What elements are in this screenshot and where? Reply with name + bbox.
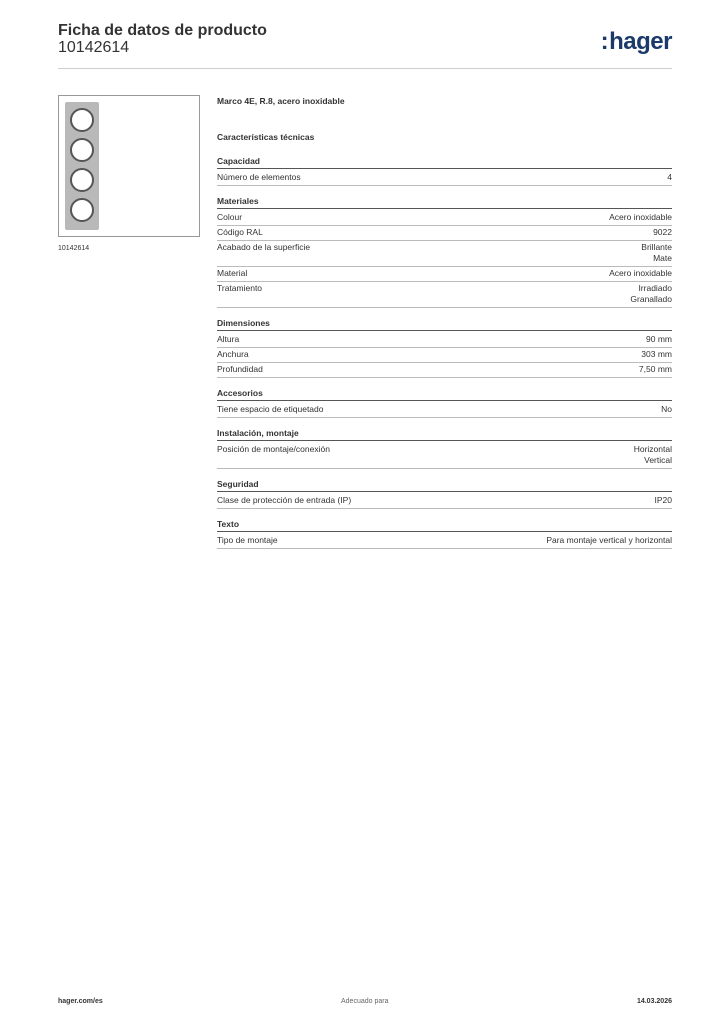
spec-row [217,241,672,267]
spec-row [217,443,672,469]
spec-value: 4 [667,172,672,182]
spec-value: 90 mm [646,334,672,344]
spec-section [217,156,672,186]
spec-section [217,388,672,418]
frame-opening-3 [70,168,94,192]
frame-opening-2 [70,138,94,162]
spec-value: Para montaje vertical y horizontal [546,535,672,545]
frame-opening-1 [70,108,94,132]
spec-value: Horizontal Vertical [633,444,672,465]
footer-date: 14.03.2026 [636,998,672,1005]
frame-opening-4 [70,198,94,222]
spec-row [217,171,672,186]
spec-label: Código RAL [217,227,263,237]
spec-value: 7,50 mm [638,364,672,374]
section-title: Texto [217,519,672,532]
spec-section [217,318,672,378]
spec-label: Profundidad [217,364,263,374]
spec-label: Clase de protección de entrada (IP) [217,495,352,505]
spec-section [217,479,672,509]
spec-label: Altura [217,334,240,344]
section-title: Materiales [217,196,672,209]
spec-label: Tipo de montaje [217,535,278,545]
section-title: Capacidad [217,156,672,169]
spec-row [217,403,672,418]
spec-label: Material [217,268,248,278]
product-name: Marco 4E, R.8, acero inoxidable [217,96,345,106]
frame-illustration [65,102,99,230]
spec-value: Brillante Mate [641,242,672,263]
hager-logo: :hager [600,28,672,55]
spec-row [217,333,672,348]
spec-value: 303 mm [641,349,672,359]
image-caption: 10142614 [58,245,90,252]
logo-text: hager [609,28,672,55]
section-title: Dimensiones [217,318,672,331]
section-title: Instalación, montaje [217,428,672,441]
spec-value: No [661,404,672,414]
spec-row [217,363,672,378]
spec-label: Colour [217,212,243,222]
spec-row [217,211,672,226]
product-image [58,95,200,237]
spec-content [217,96,672,559]
spec-section [217,196,672,308]
footer-suitable-for: Adecuado para [341,998,389,1005]
page-title: Ficha de datos de producto [58,22,267,39]
spec-label: Acabado de la superficie [217,242,311,252]
spec-section [217,519,672,549]
footer-website: hager.com/es [58,998,103,1005]
section-title: Seguridad [217,479,672,492]
spec-label: Tratamiento [217,283,263,293]
header-divider [58,68,672,69]
spec-row [217,348,672,363]
spec-row [217,226,672,241]
spec-label: Anchura [217,349,249,359]
spec-value: Acero inoxidable [609,268,672,278]
spec-row [217,494,672,509]
spec-section [217,428,672,469]
spec-value: IP20 [654,495,672,505]
spec-value: Irradiado Granallado [630,283,672,304]
spec-label: Posición de montaje/conexión [217,444,330,454]
spec-sections [217,156,672,549]
spec-row [217,534,672,549]
spec-value: Acero inoxidable [609,212,672,222]
spec-value: 9022 [653,227,672,237]
product-code: 10142614 [58,39,130,56]
section-title: Accesorios [217,388,672,401]
tech-title: Características técnicas [217,132,315,142]
spec-row [217,267,672,282]
spec-row [217,282,672,308]
spec-label: Tiene espacio de etiquetado [217,404,324,414]
spec-label: Número de elementos [217,172,301,182]
